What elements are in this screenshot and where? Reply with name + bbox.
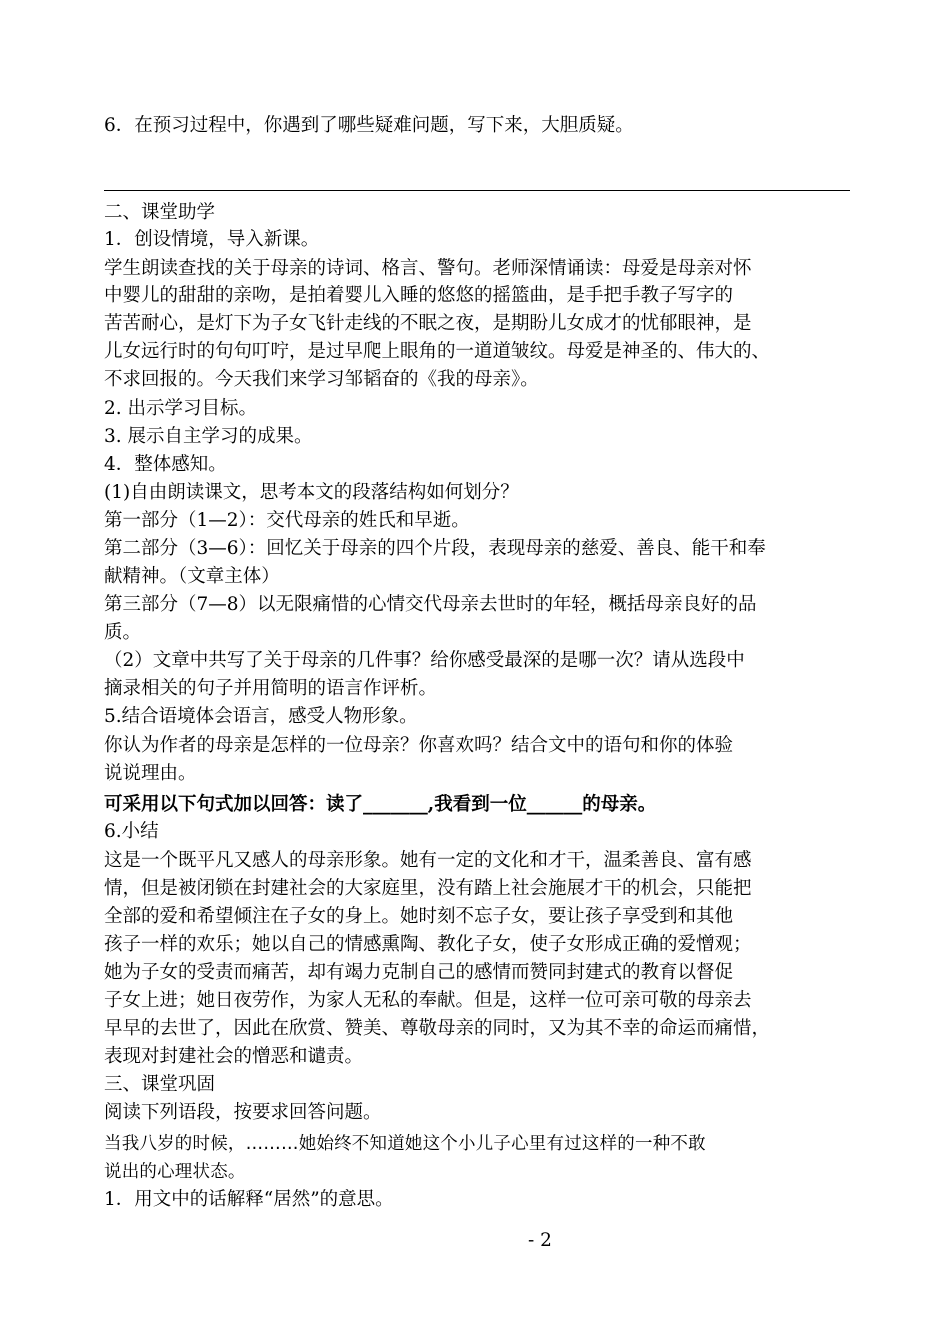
excerpt-line: 说出的心理状态。	[104, 1162, 246, 1182]
part-3-line: 第三部分（7—8）以无限痛惜的心情交代母亲去世时的年轻，概括母亲良好的品	[104, 594, 757, 615]
page-number: - 2	[528, 1230, 552, 1251]
intro-paragraph-line: 中婴儿的甜甜的亲吻，是拍着婴儿入睡的悠悠的摇篮曲，是手把手教子写字的	[104, 285, 734, 306]
summary-line: 这是一个既平凡又感人的母亲形象。她有一定的文化和才干，温柔善良、富有感	[104, 850, 752, 871]
answer-pattern: 可采用以下句式加以回答：读了_______,我看到一位______的母亲。	[104, 794, 657, 815]
part-3-line: 质。	[104, 622, 142, 643]
intro-paragraph-line: 不求回报的。今天我们来学习邹韬奋的《我的母亲》。	[104, 369, 539, 390]
structure-question: (1)自由朗读课文，思考本文的段落结构如何划分？	[104, 482, 519, 503]
summary-line: 子女上进；她日夜劳作，为家人无私的奉献。但是，这样一位可亲可敬的母亲去	[104, 990, 752, 1011]
excerpt-line: 当我八岁的时候，………她始终不知道她这个小儿子心里有过这样的一种不敢	[104, 1134, 706, 1154]
section-2-item-6: 6.小结	[104, 821, 159, 842]
summary-line: 情，但是被闭锁在封建社会的大家庭里，没有踏上社会施展才干的机会，只能把	[104, 878, 752, 899]
intro-paragraph-line: 学生朗读查找的关于母亲的诗词、格言、警句。老师深情诵读：母爱是母亲对怀	[104, 258, 752, 279]
section-2-item-3: 3. 展示自主学习的成果。	[104, 426, 313, 447]
part-1: 第一部分（1—2）：交代母亲的姓氏和早逝。	[104, 510, 470, 531]
summary-line: 孩子一样的欢乐；她以自己的情感熏陶、教化子女，使子女形成正确的爱憎观；	[104, 934, 752, 955]
question-2-line: （2）文章中共写了关于母亲的几件事？给你感受最深的是哪一次？请从选段中	[104, 650, 745, 671]
section-3-question-1: 1．用文中的话解释“居然”的意思。	[104, 1189, 394, 1210]
section-2-item-2: 2. 出示学习目标。	[104, 398, 258, 419]
part-2-line: 第二部分（3—6）：回忆关于母亲的四个片段，表现母亲的慈爱、善良、能干和奉	[104, 538, 766, 559]
section-2-title: 二、课堂助学	[104, 202, 216, 223]
section-2-item-5: 5.结合语境体会语言，感受人物形象。	[104, 706, 418, 727]
item-5-question-line: 说说理由。	[104, 763, 197, 784]
summary-line: 全部的爱和希望倾注在子女的身上。她时刻不忘子女，要让孩子享受到和其他	[104, 906, 734, 927]
intro-paragraph-line: 苦苦耐心，是灯下为子女飞针走线的不眠之夜，是期盼儿女成才的忧郁眼神，是	[104, 313, 752, 334]
question-2-line: 摘录相关的句子并用简明的语言作评析。	[104, 678, 438, 699]
prep-question-6: 6．在预习过程中，你遇到了哪些疑难问题，写下来，大胆质疑。	[104, 115, 634, 136]
summary-line: 早早的去世了，因此在欣赏、赞美、尊敬母亲的同时，又为其不幸的命运而痛惜，	[104, 1018, 771, 1039]
part-2-line: 献精神。（文章主体）	[104, 566, 280, 587]
section-2-item-1: 1．创设情境，导入新课。	[104, 229, 320, 250]
summary-line: 表现对封建社会的憎恶和谴责。	[104, 1046, 364, 1067]
answer-line	[104, 190, 850, 191]
item-5-question-line: 你认为作者的母亲是怎样的一位母亲？你喜欢吗？结合文中的语句和你的体验	[104, 735, 734, 756]
intro-paragraph-line: 儿女远行时的句句叮咛，是过早爬上眼角的一道道皱纹。母爱是神圣的、伟大的、	[104, 341, 771, 362]
summary-line: 她为子女的受责而痛苦，却有竭力克制自己的感情而赞同封建式的教育以督促	[104, 962, 734, 983]
section-3-title: 三、课堂巩固	[104, 1074, 216, 1095]
section-3-instruction: 阅读下列语段，按要求回答问题。	[104, 1102, 382, 1123]
section-2-item-4: 4．整体感知。	[104, 454, 227, 475]
